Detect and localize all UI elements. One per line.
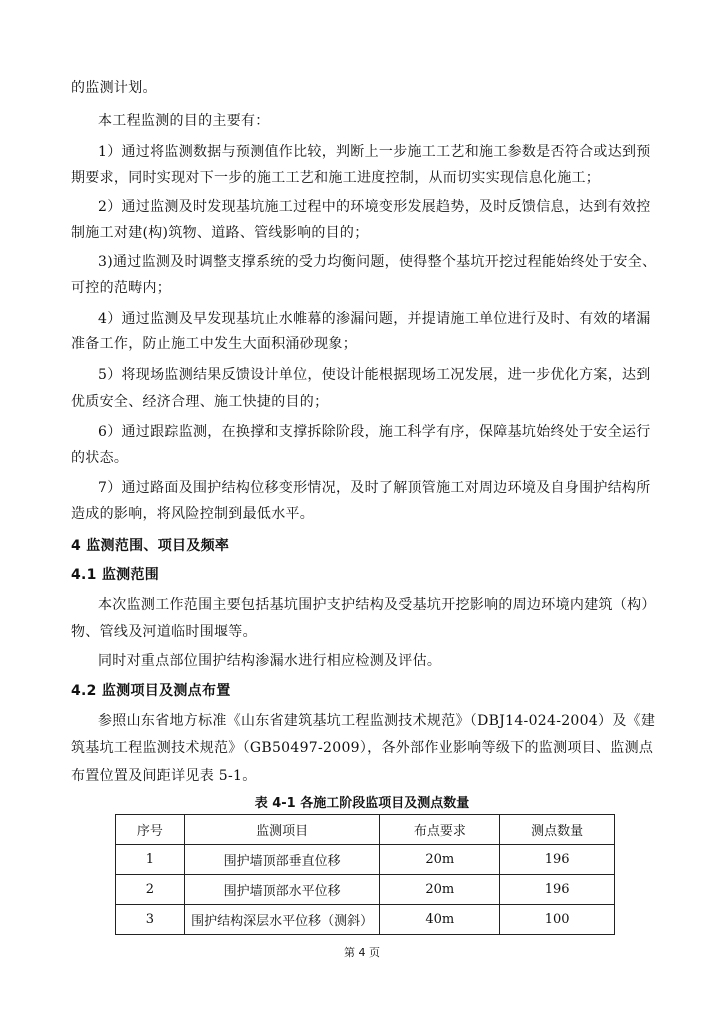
header-cell: 布点要求 — [380, 815, 500, 845]
page-number: 第 4 页 — [344, 946, 380, 959]
table-cell: 196 — [500, 875, 615, 905]
table-cell: 196 — [500, 845, 615, 875]
table-cell: 围护结构深层水平位移（测斜） — [184, 905, 380, 935]
text-line: 优质安全、经济合理、施工快捷的目的； — [71, 394, 329, 410]
header-cell: 序号 — [116, 815, 185, 845]
text-line: 制施工对建(构)筑物、道路、管线影响的目的； — [71, 225, 369, 241]
text-line: 的状态。 — [71, 450, 129, 466]
header-cell: 监测项目 — [184, 815, 380, 845]
subsection-heading: 4.2 监测项目及测点布置 — [71, 683, 231, 699]
table-cell: 20m — [380, 875, 500, 905]
text-line: 7）通过路面及围护结构位移变形情况，及时了解顶管施工对周边环境及自身围护结构所 — [98, 480, 651, 496]
text-line: 2）通过监测及时发现基坑施工过程中的环境变形发展趋势，及时反馈信息，达到有效控 — [98, 199, 651, 215]
text-line: 布置位置及间距详见表 5-1。 — [71, 768, 257, 784]
text-line: 本次监测工作范围主要包括基坑围护支护结构及受基坑开挖影响的周边环境内建筑（构） — [98, 597, 656, 613]
text-line: 筑基坑工程监测技术规范》（GB50497-2009），各外部作业影响等级下的监测项目、监测点 — [71, 740, 654, 756]
table-cell: 3 — [116, 905, 185, 935]
table-cell: 1 — [116, 845, 185, 875]
table-header-row — [116, 815, 615, 845]
text-line: 6）通过跟踪监测，在换撑和支撑拆除阶段，施工科学有序，保障基坑始终处于安全运行 — [98, 424, 651, 440]
text-line: 的监测计划。 — [71, 80, 157, 96]
text-line: 物、管线及河道临时围堰等。 — [71, 624, 257, 640]
table-cell: 20m — [380, 845, 500, 875]
table-cell: 100 — [500, 905, 615, 935]
text-line: 本工程监测的目的主要有： — [98, 113, 270, 129]
table-cell: 2 — [116, 875, 185, 905]
section-heading: 4 监测范围、项目及频率 — [71, 538, 230, 554]
text-line: 可控的范畴内； — [71, 280, 172, 296]
text-line: 同时对重点部位围护结构渗漏水进行相应检测及评估。 — [98, 653, 442, 669]
subsection-heading: 4.1 监测范围 — [71, 567, 160, 583]
text-line: 3)通过监测及时调整支撑系统的受力均衡问题，使得整个基坑开挖过程能始终处于安全、 — [98, 254, 657, 270]
table-cell: 围护墙顶部垂直位移 — [184, 845, 380, 875]
text-line: 参照山东省地方标准《山东省建筑基坑工程监测技术规范》（DBJ14-024-2004）及《建 — [98, 713, 656, 729]
text-line: 造成的影响，将风险控制到最低水平。 — [71, 506, 315, 522]
text-line: 5）将现场监测结果反馈设计单位，使设计能根据现场工况发展，进一步优化方案，达到 — [98, 367, 651, 383]
table-row — [116, 845, 615, 875]
text-line: 期要求，同时实现对下一步的施工工艺和施工进度控制，从而切实实现信息化施工； — [71, 170, 601, 186]
text-line: 1）通过将监测数据与预测值作比较，判断上一步施工工艺和施工参数是否符合或达到预 — [98, 144, 651, 160]
table-caption: 表 4-1 各施工阶段监项目及测点数量 — [254, 796, 470, 811]
text-line: 准备工作，防止施工中发生大面积涌砂现象； — [71, 336, 357, 352]
table-row — [116, 875, 615, 905]
header-cell: 测点数量 — [500, 815, 615, 845]
table-row — [116, 905, 615, 935]
text-line: 4）通过监测及早发现基坑止水帷幕的渗漏问题，并提请施工单位进行及时、有效的堵漏 — [98, 311, 651, 327]
table-cell: 围护墙顶部水平位移 — [184, 875, 380, 905]
monitoring-table — [115, 814, 615, 935]
table-cell: 40m — [380, 905, 500, 935]
